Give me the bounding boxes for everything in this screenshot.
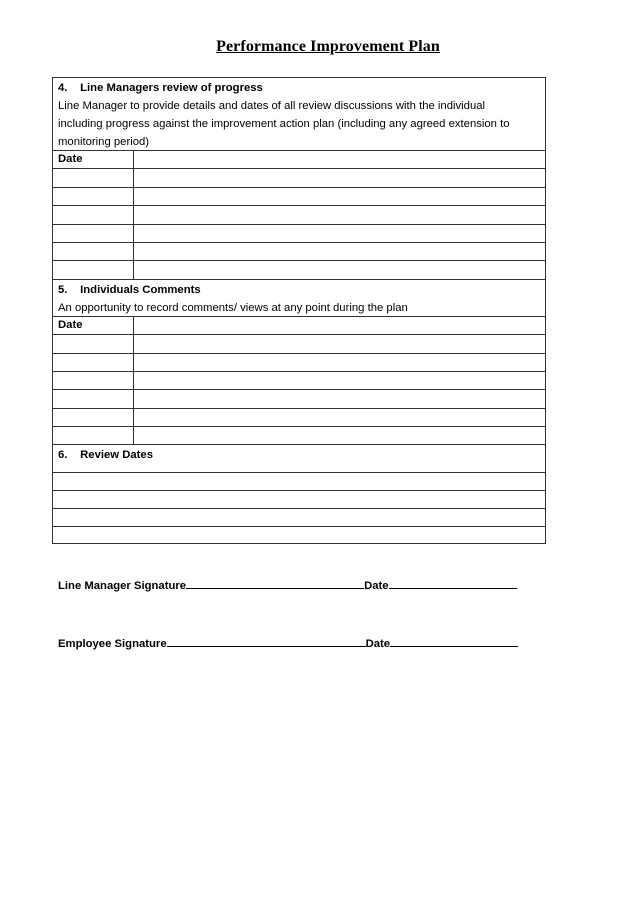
employee-date-field[interactable] [390,635,518,647]
date-cell[interactable] [53,188,134,205]
detail-cell[interactable] [134,188,545,205]
date-cell[interactable] [53,354,134,371]
section-description-line: including progress against the improvement action plan (including any agreed extension to [58,118,510,130]
review-form-table [52,77,546,544]
table-row[interactable] [53,261,545,279]
review-date-row[interactable] [53,473,545,491]
signature-label: Employee Signature [58,638,167,650]
table-row[interactable] [53,206,545,224]
table-row[interactable] [53,169,545,187]
review-date-cell[interactable] [53,509,545,526]
employee-signature-block [58,635,518,650]
section-5-header [53,280,545,317]
line-manager-date-field[interactable] [389,577,517,589]
review-date-row[interactable] [53,509,545,527]
date-cell[interactable] [53,206,134,223]
date-cell[interactable] [53,225,134,242]
date-label: Date [365,638,391,650]
comment-cell[interactable] [134,354,545,371]
date-cell[interactable] [53,409,134,426]
date-label: Date [364,580,389,592]
table-row[interactable] [53,427,545,445]
section-number: 4. [58,82,68,94]
section-description-line: Line Manager to provide details and dates of all review discussions with the individual [58,100,486,112]
page-title: Performance Improvement Plan [216,38,440,55]
date-column-header: Date [53,317,134,334]
date-header-row [53,151,545,169]
date-cell[interactable] [53,427,134,444]
section-description-line: monitoring period) [58,136,150,148]
table-row[interactable] [53,243,545,261]
table-row[interactable] [53,390,545,408]
section-number: 5. [58,283,68,296]
date-cell[interactable] [53,243,134,260]
table-row[interactable] [53,372,545,390]
review-date-cell[interactable] [53,473,545,490]
date-cell[interactable] [53,390,134,407]
section-description-line: An opportunity to record comments/ views at any point during the plan [58,301,408,314]
detail-cell[interactable] [134,206,545,223]
review-date-row[interactable] [53,527,545,544]
detail-cell[interactable] [134,225,545,242]
date-column-header: Date [53,151,134,168]
date-cell[interactable] [53,169,134,186]
date-cell[interactable] [53,372,134,389]
line-manager-signature-block [58,577,517,592]
section-6-header [53,445,545,473]
detail-cell[interactable] [134,169,545,186]
section-number: 6. [58,449,68,462]
section-4-header [53,78,545,151]
review-date-cell[interactable] [53,491,545,508]
comment-cell[interactable] [134,372,545,389]
date-cell[interactable] [53,335,134,352]
review-date-cell[interactable] [53,527,545,544]
line-manager-signature-field[interactable] [186,577,364,589]
detail-cell[interactable] [134,261,545,278]
comment-cell[interactable] [134,409,545,426]
table-row[interactable] [53,354,545,372]
section-heading: Line Managers review of progress [80,82,263,94]
table-row[interactable] [53,188,545,206]
section-heading: Individuals Comments [80,283,201,296]
table-row[interactable] [53,409,545,427]
comment-cell[interactable] [134,390,545,407]
review-date-row[interactable] [53,491,545,509]
signature-label: Line Manager Signature [58,580,187,592]
detail-cell[interactable] [134,243,545,260]
date-cell[interactable] [53,261,134,278]
section-heading: Review Dates [80,449,153,462]
comment-cell[interactable] [134,335,545,352]
comment-column-header [134,151,545,168]
comment-column-header [134,317,545,334]
employee-signature-field[interactable] [167,635,366,647]
date-header-row [53,317,545,335]
comment-cell[interactable] [134,427,545,444]
table-row[interactable] [53,225,545,243]
table-row[interactable] [53,335,545,353]
